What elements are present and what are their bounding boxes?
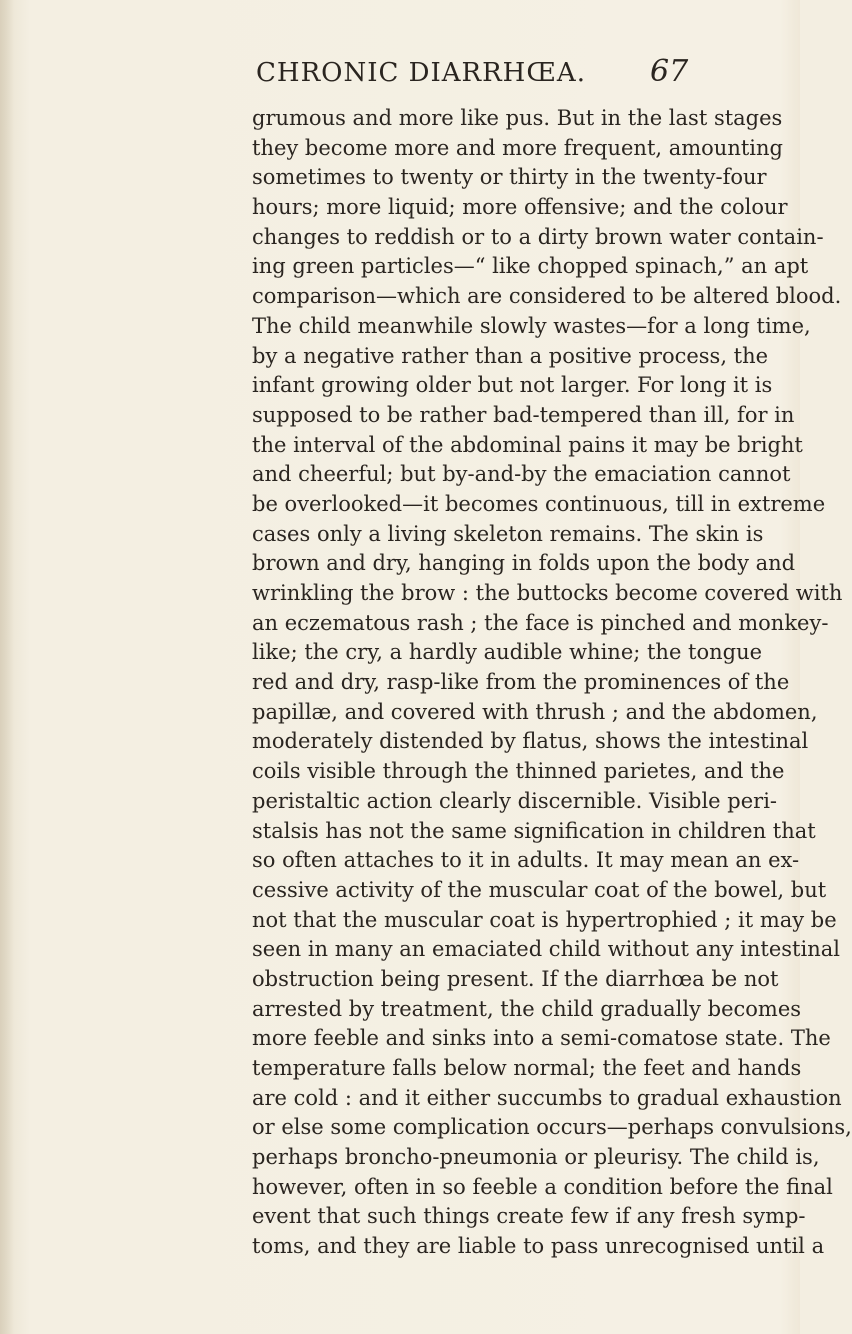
text-line: not that the muscular coat is hypertrophied ; it may be — [252, 907, 837, 932]
body-text — [252, 104, 852, 1262]
text-line: cessive activity of the muscular coat of the bowel, but — [252, 877, 827, 902]
text-line: perhaps broncho-pneumonia or pleurisy. The child is, — [252, 1145, 820, 1170]
running-head: CHRONIC DIARRHŒA. — [256, 58, 586, 88]
text-line: seen in many an emaciated child without any intestinal — [252, 937, 840, 962]
text-line: event that such things create few if any fresh symp- — [252, 1204, 806, 1229]
text-line: peristaltic action clearly discernible. Visible peri- — [252, 788, 777, 813]
text-line: so often attaches to it in adults. It may mean an ex- — [252, 848, 800, 873]
text-line: grumous and more like pus. But in the last stages — [252, 106, 783, 130]
text-line: stalsis has not the same signification in children that — [252, 818, 816, 843]
text-line: like; the cry, a hardly audible whine; the tongue — [252, 640, 763, 665]
text-line: be overlooked—it becomes continuous, till in extreme — [252, 491, 826, 516]
text-line: the interval of the abdominal pains it may be bright — [252, 432, 803, 457]
text-line: they become more and more frequent, amounting — [252, 135, 783, 160]
text-line: ing green particles—“ like chopped spinach,” an apt — [252, 254, 809, 279]
text-line: however, often in so feeble a condition before the final — [252, 1174, 833, 1199]
text-line: are cold : and it either succumbs to gradual exhaustion — [252, 1085, 842, 1110]
text-line: sometimes to twenty or thirty in the twenty-four — [252, 165, 767, 190]
text-line: toms, and they are liable to pass unrecognised until a — [252, 1234, 825, 1259]
text-line: brown and dry, hanging in folds upon the body and — [252, 551, 796, 576]
text-line: The child meanwhile slowly wastes—for a long time, — [252, 313, 811, 338]
text-line: temperature falls below normal; the feet and hands — [252, 1056, 802, 1080]
text-line: infant growing older but not larger. For long it is — [252, 373, 773, 398]
text-line: obstruction being present. If the diarrhœa be not — [252, 966, 779, 991]
text-line: arrested by treatment, the child gradually becomes — [252, 996, 802, 1021]
text-line: coils visible through the thinned parietes, and the — [252, 759, 785, 784]
text-line: hours; more liquid; more offensive; and the colour — [252, 195, 788, 220]
text-line: changes to reddish or to a dirty brown water contain- — [252, 224, 824, 249]
text-line: supposed to be rather bad-tempered than ill, for in — [252, 402, 795, 427]
binding-shadow — [0, 0, 14, 1334]
text-line: wrinkling the brow : the buttocks become covered with — [252, 581, 843, 605]
text-line: by a negative rather than a positive process, the — [252, 343, 769, 368]
text-line: red and dry, rasp-like from the prominences of the — [252, 670, 790, 695]
text-line: comparison—which are considered to be altered blood. — [252, 284, 842, 309]
text-line: an eczematous rash ; the face is pinched and monkey- — [252, 610, 829, 635]
page-number: 67 — [650, 54, 689, 89]
text-line: cases only a living skeleton remains. The skin is — [252, 521, 764, 546]
text-line: papillæ, and covered with thrush ; and the abdomen, — [252, 699, 818, 724]
text-line: moderately distended by flatus, shows the intestinal — [252, 729, 809, 754]
page-header — [0, 52, 800, 92]
text-line: more feeble and sinks into a semi-comatose state. The — [252, 1026, 831, 1051]
text-line: or else some complication occurs—perhaps convulsions, — [252, 1115, 852, 1140]
text-line: and cheerful; but by-and-by the emaciation cannot — [252, 462, 791, 487]
